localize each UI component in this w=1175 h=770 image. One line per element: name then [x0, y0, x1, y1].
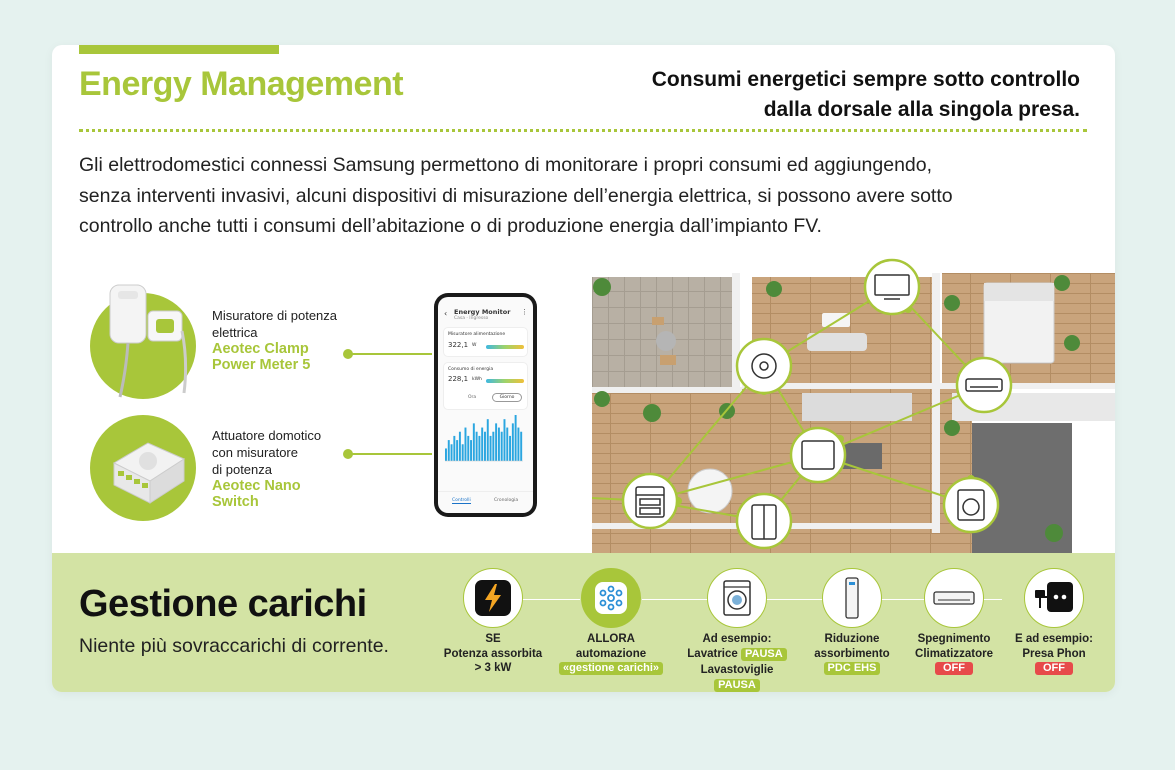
chart-bar [492, 432, 494, 461]
energy-card-unit: kWh [472, 377, 482, 382]
step-icon-circle [822, 568, 882, 628]
connector-line [352, 353, 432, 355]
automation-pill: «gestione carichi» [559, 662, 663, 675]
step-icon-circle [707, 568, 767, 628]
toggle-hour[interactable]: Ora [468, 395, 477, 400]
step-line: ALLORA [587, 633, 635, 645]
row-text: Lavastoviglie [700, 664, 774, 676]
step-row [677, 663, 797, 692]
chart-bar [470, 440, 472, 461]
chart-bar [476, 432, 478, 461]
step-line: assorbimento [814, 647, 890, 660]
nano-product-2: Switch [212, 494, 259, 510]
clamp-product-2: Power Meter 5 [212, 357, 311, 373]
pause-pill: PAUSA [714, 679, 760, 692]
back-icon[interactable]: ‹ [444, 309, 448, 318]
step-icon-circle [924, 568, 984, 628]
tab-bar [438, 491, 533, 513]
air-conditioner-icon [924, 568, 984, 628]
chart-bar [448, 440, 450, 461]
chart-bar [498, 428, 500, 461]
toggle-day[interactable]: Giorno [492, 393, 522, 402]
chart-bar [517, 428, 519, 461]
subtitle-line-1: Consumi energetici sempre sotto controllo [651, 68, 1080, 91]
pause-pill: PAUSA [741, 648, 787, 661]
accent-bar [79, 45, 279, 54]
chart-bar [473, 423, 475, 461]
clamp-meter-label [212, 307, 337, 373]
power-gradient-bar [486, 345, 524, 349]
plug-icon [1024, 568, 1084, 628]
chart-bar [509, 436, 511, 461]
chart-bar [501, 432, 503, 461]
connector-line [352, 453, 432, 455]
energy-card-value: 228,1 [448, 375, 469, 383]
chart-bar [487, 419, 489, 461]
chart-bar [453, 436, 455, 461]
nano-product-1: Aeotec Nano [212, 478, 301, 494]
tab-controlli[interactable]: Controlli [452, 498, 471, 503]
energy-gradient-bar [486, 379, 524, 383]
clamp-meter-image [100, 281, 190, 401]
step-icon-circle [1024, 568, 1084, 628]
step-icon-circle [581, 568, 641, 628]
pdc-pill: PDC EHS [824, 662, 881, 675]
row-text: Lavatrice [687, 647, 738, 660]
intro-line-3: controllo anche tutti i consumi dell’abitazione o di produzione energia dall’impianto FV. [79, 215, 822, 237]
page-title: Energy Management [79, 65, 404, 103]
step-row [677, 647, 797, 662]
chart-bar [465, 428, 467, 461]
step-line: > 3 kW [474, 662, 512, 674]
power-card-label: Misuratore alimentazione [448, 332, 506, 337]
step-label [677, 632, 797, 692]
clamp-desc-2: elettrica [212, 325, 258, 340]
step-icon-circle [463, 568, 523, 628]
chart-bar [515, 415, 517, 461]
power-card-value: 322,1 [448, 341, 469, 349]
chart-bar [451, 444, 453, 461]
off-pill: OFF [1035, 662, 1073, 675]
smartphone [434, 293, 537, 517]
nano-desc-2: con misuratore [212, 445, 298, 460]
step-line: Ad esempio: [702, 633, 772, 645]
chart-bar [445, 448, 447, 461]
intro-paragraph [79, 150, 1029, 242]
step-label [433, 632, 553, 676]
step-line: Spegnimento [917, 633, 991, 645]
floorplan-illustration [592, 243, 1115, 555]
flow-arrow [522, 599, 580, 600]
consumption-bar-chart [445, 415, 529, 467]
energy-card-label: Consumo di energia [448, 367, 494, 372]
chart-bar [478, 436, 480, 461]
step-line: automazione [575, 647, 647, 660]
app-title: Energy Monitor [454, 308, 511, 316]
heat-pump-icon [822, 568, 882, 628]
step-line: SE [485, 633, 501, 645]
tab-cronologia[interactable]: Cronologia [494, 498, 519, 503]
nano-desc-1: Attuatore domotico [212, 428, 322, 443]
step-line: Riduzione [824, 633, 880, 645]
clamp-desc-1: Misuratore di potenza [212, 308, 338, 323]
step-label [551, 632, 671, 676]
power-card-unit: W [472, 343, 477, 348]
dotted-divider [79, 129, 1087, 132]
step-line: Climatizzatore [915, 647, 993, 660]
automation-icon [581, 568, 641, 628]
subtitle-line-2: dalla dorsale alla singola presa. [763, 98, 1080, 121]
nano-switch-image [104, 425, 188, 509]
energy-monitor-screen [438, 297, 533, 513]
step-line: Potenza assorbita [443, 647, 543, 660]
section-title: Gestione carichi [79, 583, 367, 625]
chart-bar [481, 428, 483, 461]
step-label [994, 632, 1114, 676]
chart-bar [504, 419, 506, 461]
chart-bar [467, 436, 469, 461]
chart-bar [484, 432, 486, 461]
step-line: E ad esempio: [1015, 633, 1093, 645]
more-icon[interactable]: ⋮ [521, 308, 528, 316]
load-management-section [52, 553, 1115, 692]
app-subtitle: Casa · Ingresso [454, 316, 489, 321]
step-line: Presa Phon [1022, 647, 1086, 660]
washer-icon [707, 568, 767, 628]
nano-desc-3: di potenza [212, 462, 272, 477]
chart-bar [495, 423, 497, 461]
chart-bar [462, 444, 464, 461]
intro-line-2: senza interventi invasivi, alcuni dispositivi di misurazione dell’energia elettrica, si possono avere sotto [79, 184, 953, 207]
chart-bar [520, 432, 522, 461]
lightning-icon [463, 568, 523, 628]
header-subtitle [652, 65, 1080, 125]
nano-switch-label [212, 427, 321, 510]
energy-card [443, 362, 528, 410]
chart-bar [459, 432, 461, 461]
power-card [443, 327, 528, 357]
clamp-product-1: Aeotec Clamp [212, 341, 309, 357]
off-pill: OFF [935, 662, 973, 675]
chart-bar [456, 440, 458, 461]
section-subtitle: Niente più sovraccarichi di corrente. [79, 635, 389, 657]
chart-bar [490, 436, 492, 461]
chart-bar [512, 423, 514, 461]
chart-bar [506, 428, 508, 461]
energy-management-card [52, 45, 1115, 692]
intro-line-1: Gli elettrodomestici connessi Samsung permettono di monitorare i propri consumi ed aggiungendo, [79, 154, 933, 176]
